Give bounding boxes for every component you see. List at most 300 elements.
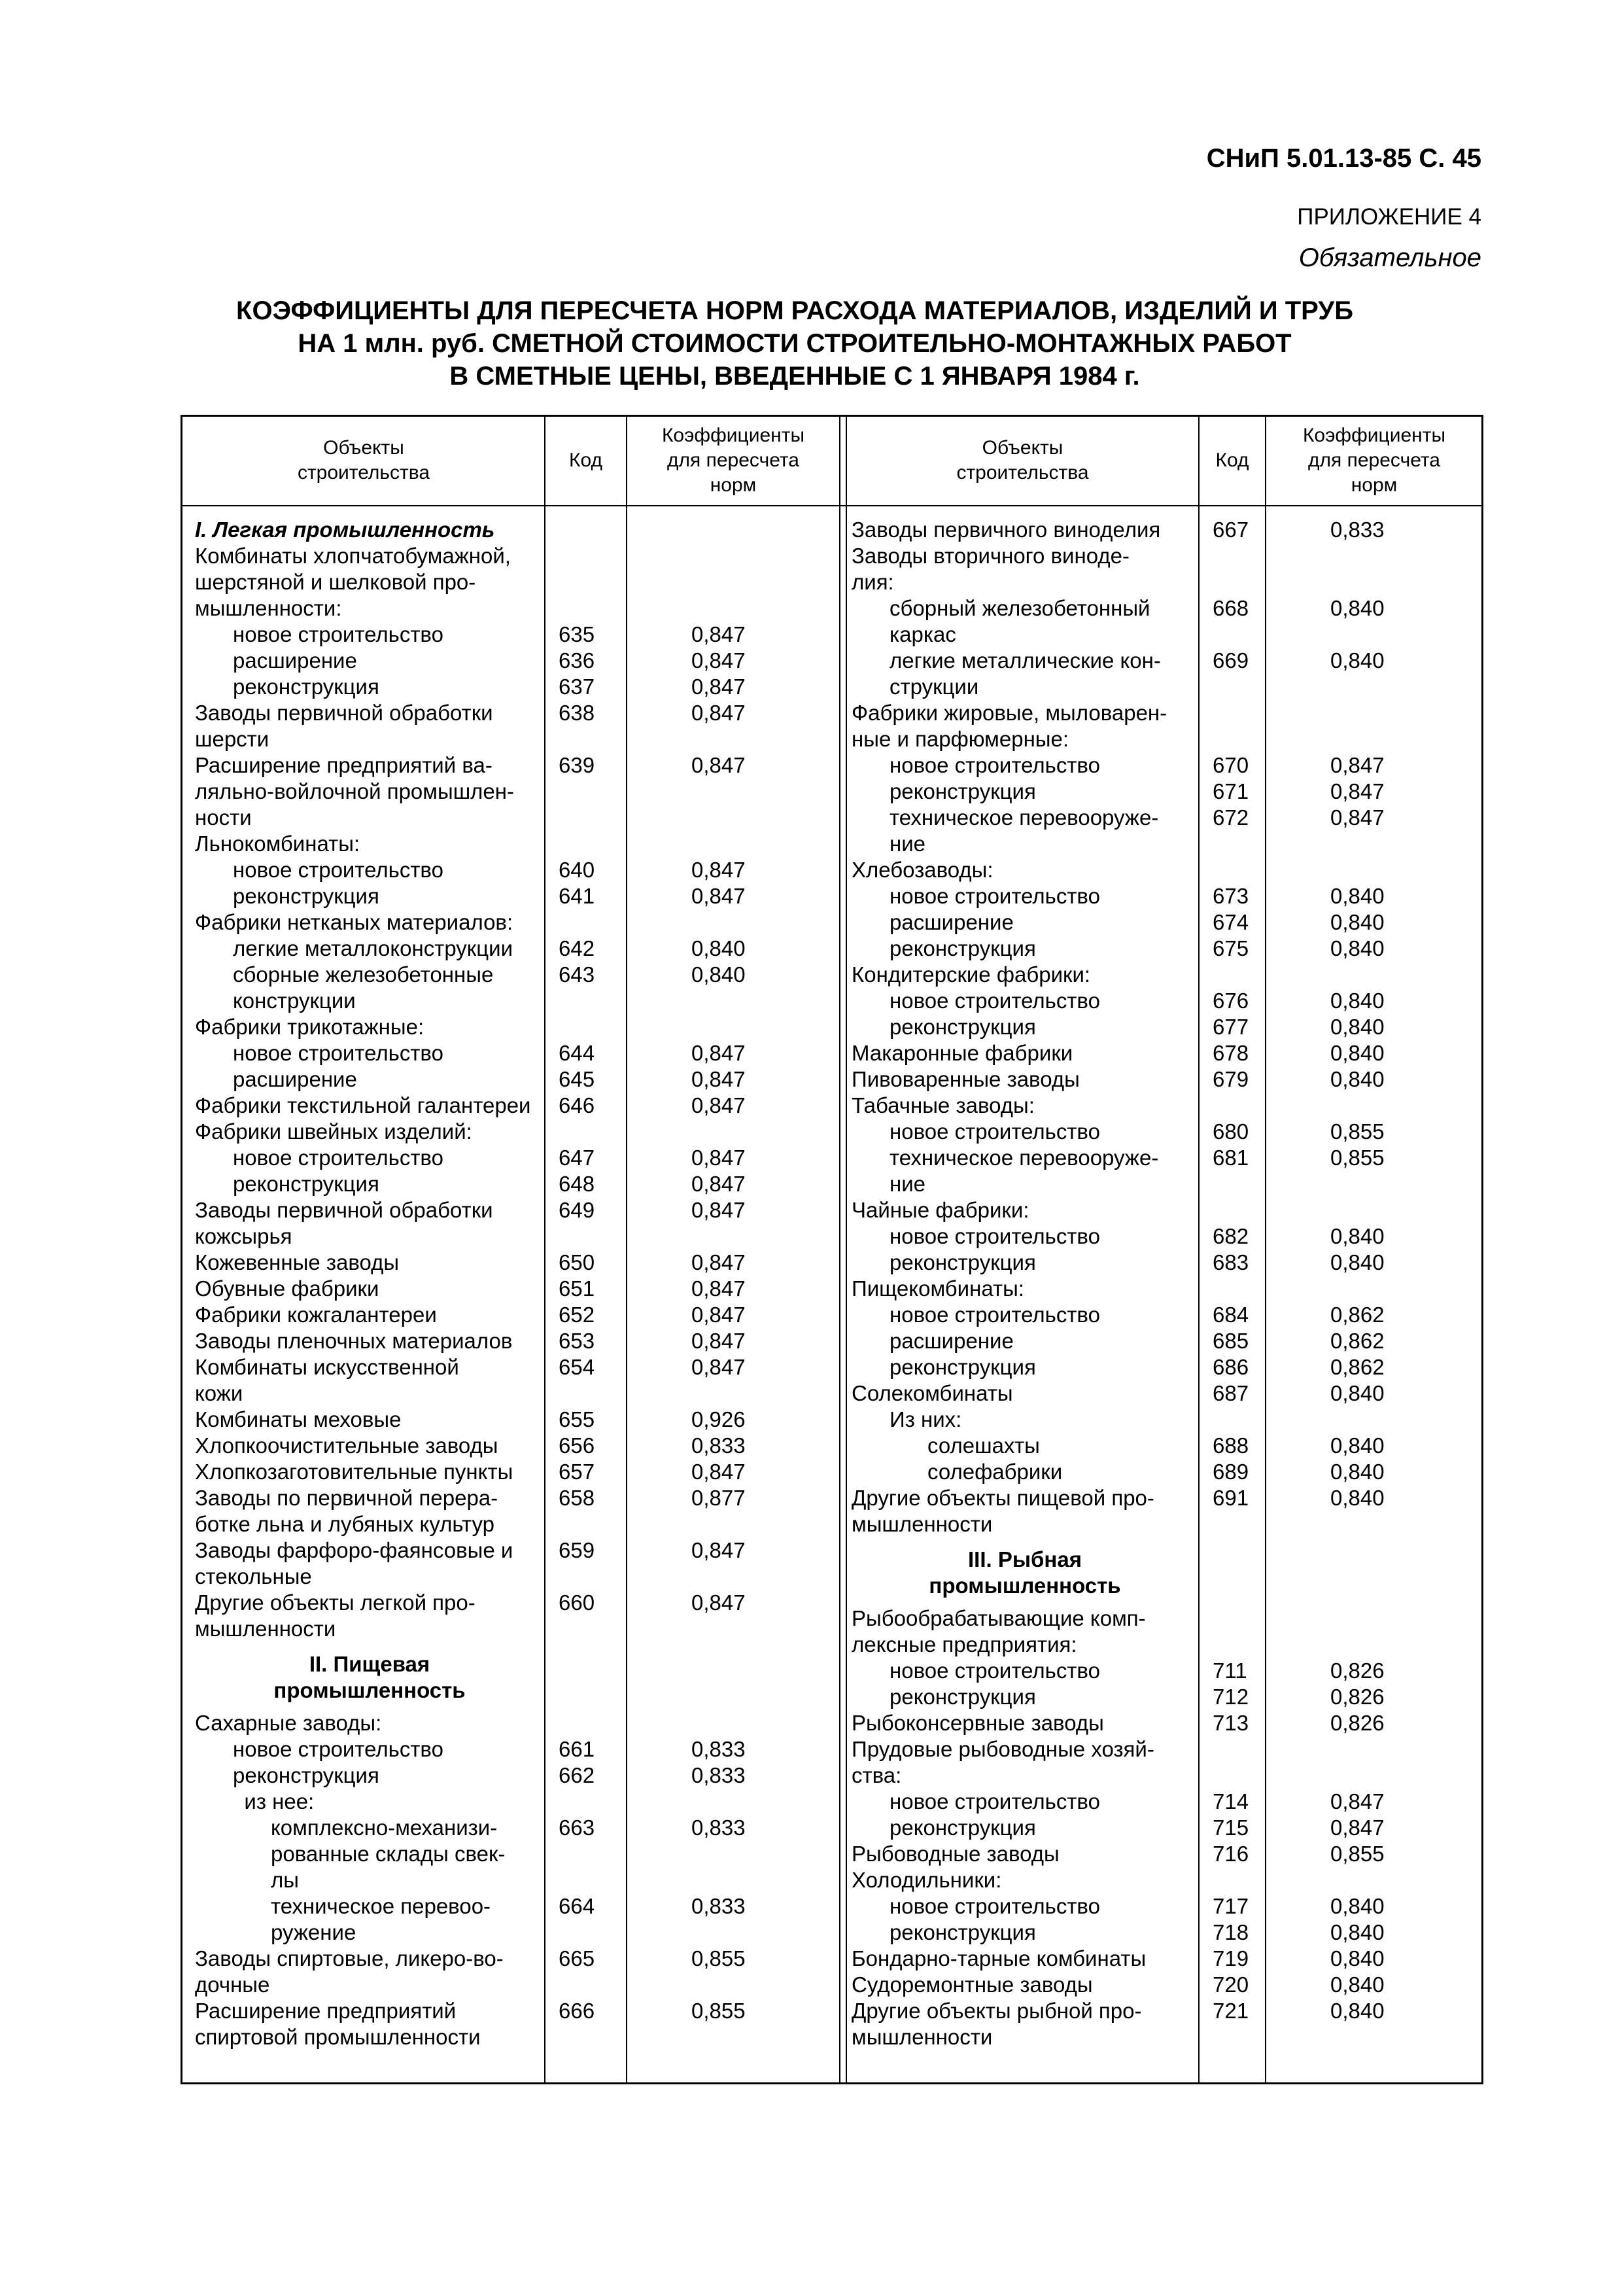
coefficient-cell: 0,840 bbox=[1330, 1433, 1385, 1458]
table-row bbox=[195, 1066, 839, 1093]
code-cell: 642 bbox=[559, 936, 595, 960]
code-cell: 666 bbox=[559, 1999, 595, 2023]
coefficient-cell: 0,847 bbox=[691, 1329, 746, 1353]
coefficient-cell bbox=[1265, 962, 1481, 988]
object-name-line: техническое перевоо- bbox=[271, 1894, 491, 1918]
object-name-line: комплексно-механизи- bbox=[271, 1815, 498, 1840]
coefficient-cell: 0,855 bbox=[1330, 1119, 1385, 1144]
code-cell: 686 bbox=[1213, 1355, 1249, 1379]
code-cell bbox=[1198, 1736, 1265, 1789]
code-cell: 647 bbox=[559, 1146, 595, 1170]
code-cell bbox=[1198, 1407, 1265, 1433]
coefficient-cell: 0,840 bbox=[1330, 1015, 1385, 1039]
object-name-line: Пивоваренные заводы bbox=[852, 1067, 1080, 1091]
table-row bbox=[852, 1250, 1481, 1276]
object-name bbox=[852, 1998, 1198, 2050]
coefficient-cell bbox=[626, 1789, 839, 1815]
object-name-line: реконструкция bbox=[890, 1355, 1036, 1379]
object-name bbox=[195, 1407, 544, 1433]
code-cell bbox=[1198, 1197, 1265, 1223]
coefficient-cell: 0,847 bbox=[1330, 753, 1385, 777]
object-name bbox=[852, 805, 1198, 857]
code-cell bbox=[1198, 1867, 1265, 1893]
table-row bbox=[195, 1537, 839, 1590]
object-name-line: Другие объекты рыбной про- bbox=[852, 1999, 1142, 2023]
object-name-line: реконструкция bbox=[890, 1920, 1036, 1944]
object-name-line: Комбинаты искусственной bbox=[195, 1355, 459, 1379]
coefficient-cell: 0,840 bbox=[1330, 1460, 1385, 1484]
object-name-line: техническое перевооруже- bbox=[890, 1146, 1159, 1170]
coefficient-cell: 0,840 bbox=[1330, 1946, 1385, 1971]
object-name-line: лия: bbox=[852, 570, 894, 594]
object-name-line: Рыбообрабатывающие комп- bbox=[852, 1606, 1146, 1630]
section-heading-row bbox=[852, 1537, 1481, 1605]
table-row bbox=[852, 1197, 1481, 1223]
object-name bbox=[852, 1276, 1198, 1302]
object-name bbox=[195, 1762, 544, 1789]
coefficient-cell: 0,847 bbox=[691, 1355, 746, 1379]
table-row bbox=[195, 543, 839, 622]
object-name-line: реконструкция bbox=[233, 1172, 379, 1196]
object-name-line: Другие объекты легкой про- bbox=[195, 1590, 475, 1615]
object-name bbox=[195, 857, 544, 883]
object-name-line: реконструкция bbox=[233, 674, 379, 699]
coefficient-cell: 0,847 bbox=[691, 1460, 746, 1484]
object-name-line: новое строительство bbox=[890, 884, 1100, 908]
code-cell bbox=[1198, 1276, 1265, 1302]
code-cell: 717 bbox=[1213, 1894, 1249, 1918]
code-cell: 713 bbox=[1213, 1711, 1249, 1735]
coefficient-cell: 0,833 bbox=[691, 1763, 746, 1787]
table-row bbox=[852, 1328, 1481, 1354]
object-name bbox=[195, 1433, 544, 1459]
code-cell: 662 bbox=[559, 1763, 595, 1787]
object-name bbox=[195, 1789, 544, 1815]
coefficient-cell: 0,847 bbox=[691, 1146, 746, 1170]
coefficient-cell: 0,847 bbox=[691, 1041, 746, 1065]
coefficient-cell bbox=[626, 1014, 839, 1040]
table-row bbox=[852, 1658, 1481, 1684]
code-cell: 661 bbox=[559, 1737, 595, 1761]
object-name-line: ства: bbox=[852, 1763, 902, 1787]
code-cell: 665 bbox=[559, 1946, 595, 1971]
coefficient-cell: 0,840 bbox=[1330, 1486, 1385, 1510]
coefficient-cell: 0,847 bbox=[1330, 805, 1385, 830]
coefficient-cell: 0,847 bbox=[691, 701, 746, 725]
coefficient-cell bbox=[1265, 1867, 1481, 1893]
code-cell: 657 bbox=[559, 1460, 595, 1484]
table-row bbox=[852, 1223, 1481, 1250]
object-name-line: ние bbox=[890, 1172, 926, 1196]
table-row bbox=[195, 1145, 839, 1171]
object-name-line: новое строительство bbox=[233, 1146, 443, 1170]
object-name-line: Заводы первичной обработки bbox=[195, 701, 493, 725]
coefficient-cell bbox=[1265, 1736, 1481, 1789]
table-row bbox=[195, 1485, 839, 1537]
code-cell: 679 bbox=[1213, 1067, 1249, 1091]
code-cell: 638 bbox=[559, 701, 595, 725]
object-name-line: расширение bbox=[233, 1067, 357, 1091]
object-name bbox=[852, 1119, 1198, 1145]
coefficient-cell bbox=[1265, 1276, 1481, 1302]
object-name-line: шерстяной и шелковой про- bbox=[195, 570, 476, 594]
code-cell bbox=[544, 1710, 626, 1736]
table-row bbox=[852, 857, 1481, 883]
object-name-line: Фабрики нетканых материалов: bbox=[195, 910, 513, 934]
object-name-line: Комбинаты меховые bbox=[195, 1407, 402, 1431]
object-name-line: II. Пищевая bbox=[309, 1652, 430, 1676]
object-name bbox=[852, 700, 1198, 752]
object-name-line: реконструкция bbox=[890, 1685, 1036, 1709]
table-row bbox=[852, 1736, 1481, 1789]
object-name-line: новое строительство bbox=[890, 989, 1100, 1013]
coefficient-cell: 0,855 bbox=[691, 1946, 746, 1971]
code-cell: 659 bbox=[559, 1538, 595, 1562]
table-row bbox=[195, 1302, 839, 1328]
object-name bbox=[852, 1433, 1198, 1459]
code-cell: 718 bbox=[1213, 1920, 1249, 1944]
code-cell: 654 bbox=[559, 1355, 595, 1379]
object-name-line: расширение bbox=[890, 1329, 1014, 1353]
table-row bbox=[195, 1459, 839, 1485]
coefficient-cell bbox=[626, 1119, 839, 1145]
code-cell: 671 bbox=[1213, 779, 1249, 803]
object-name bbox=[852, 752, 1198, 779]
code-cell: 683 bbox=[1213, 1250, 1249, 1274]
object-name bbox=[195, 831, 544, 857]
column-divider bbox=[846, 415, 847, 2084]
object-name-line: новое строительство bbox=[890, 753, 1100, 777]
object-name bbox=[852, 648, 1198, 700]
object-name bbox=[852, 988, 1198, 1014]
table-row bbox=[195, 1407, 839, 1433]
object-name-line: Расширение предприятий bbox=[195, 1999, 457, 2023]
object-name bbox=[852, 1145, 1198, 1197]
code-cell: 677 bbox=[1213, 1015, 1249, 1039]
object-name-line: Прудовые рыбоводные хозяй- bbox=[852, 1737, 1154, 1761]
table-row bbox=[852, 1119, 1481, 1145]
table-row bbox=[195, 883, 839, 909]
table-row bbox=[852, 1946, 1481, 1972]
object-name bbox=[852, 1354, 1198, 1380]
table-row bbox=[852, 1040, 1481, 1066]
object-name bbox=[195, 648, 544, 674]
table-row bbox=[195, 1998, 839, 2050]
table-row bbox=[195, 1328, 839, 1354]
coefficient-cell: 0,840 bbox=[1330, 648, 1385, 673]
code-cell: 670 bbox=[1213, 753, 1249, 777]
coefficient-cell: 0,847 bbox=[691, 1093, 746, 1117]
object-name-line: дочные bbox=[195, 1972, 270, 1997]
coefficient-cell: 0,840 bbox=[1330, 989, 1385, 1013]
coefficient-cell bbox=[1265, 1605, 1481, 1658]
object-name bbox=[195, 543, 544, 622]
object-name-line: Рыбоконсервные заводы bbox=[852, 1711, 1104, 1735]
object-name bbox=[852, 1972, 1198, 1998]
code-cell: 641 bbox=[559, 884, 595, 908]
table-row bbox=[852, 700, 1481, 752]
table-row bbox=[852, 1093, 1481, 1119]
title-line-2: НА 1 млн. руб. СМЕТНОЙ СТОИМОСТИ СТРОИТЕЛЬНО-МОНТАЖНЫХ РАБОТ bbox=[298, 329, 1292, 358]
object-name-line: промышленность bbox=[929, 1573, 1121, 1598]
object-name-line: новое строительство bbox=[890, 1224, 1100, 1248]
column-header-coef: Коэффициенты для пересчета норм bbox=[661, 425, 805, 496]
code-cell: 636 bbox=[559, 648, 595, 673]
object-name-line: ботке льна и лубяных культур bbox=[195, 1512, 494, 1536]
coefficient-cell: 0,847 bbox=[691, 1538, 746, 1562]
coefficient-cell: 0,833 bbox=[691, 1894, 746, 1918]
object-name bbox=[852, 1380, 1198, 1407]
coefficient-cell: 0,840 bbox=[1330, 1224, 1385, 1248]
code-cell: 650 bbox=[559, 1250, 595, 1274]
code-cell: 715 bbox=[1213, 1815, 1249, 1840]
object-name-line: ляльно-войлочной промышлен- bbox=[195, 779, 514, 803]
object-name bbox=[195, 700, 544, 752]
code-cell: 644 bbox=[559, 1041, 595, 1065]
object-name-line: Из них: bbox=[890, 1407, 962, 1431]
object-name bbox=[195, 752, 544, 831]
appendix-label: ПРИЛОЖЕНИЕ 4 bbox=[1297, 204, 1481, 230]
coefficient-cell: 0,840 bbox=[1330, 936, 1385, 960]
coefficient-cell bbox=[626, 831, 839, 857]
object-name-line: Заводы первичной обработки bbox=[195, 1198, 493, 1222]
table-row bbox=[195, 1433, 839, 1459]
object-name bbox=[852, 1197, 1198, 1223]
table-row bbox=[852, 1276, 1481, 1302]
table-row bbox=[195, 752, 839, 831]
code-cell: 635 bbox=[559, 622, 595, 646]
object-name bbox=[195, 1485, 544, 1537]
object-name-line: реконструкция bbox=[890, 936, 1036, 960]
table-row bbox=[195, 1893, 839, 1946]
table-row bbox=[852, 962, 1481, 988]
object-name bbox=[852, 1066, 1198, 1093]
object-name bbox=[852, 1867, 1198, 1893]
code-cell: 675 bbox=[1213, 936, 1249, 960]
code-cell: 658 bbox=[559, 1486, 595, 1510]
coefficient-cell: 0,840 bbox=[1330, 1999, 1385, 2023]
code-cell: 684 bbox=[1213, 1303, 1249, 1327]
table-row bbox=[852, 1407, 1481, 1433]
object-name-line: лексные предприятия: bbox=[852, 1632, 1077, 1656]
coefficient-cell: 0,877 bbox=[691, 1486, 746, 1510]
object-name-line: Пищекомбинаты: bbox=[852, 1276, 1024, 1301]
column-header-coef: Коэффициенты для пересчета норм bbox=[1302, 425, 1446, 496]
object-name bbox=[852, 1407, 1198, 1433]
table-row bbox=[195, 1119, 839, 1145]
object-name-line: Комбинаты хлопчатобумажной, bbox=[195, 544, 511, 568]
object-name-line: Судоремонтные заводы bbox=[852, 1972, 1093, 1997]
code-cell bbox=[544, 1014, 626, 1040]
object-name bbox=[852, 1789, 1198, 1815]
coefficient-cell: 0,840 bbox=[1330, 1041, 1385, 1065]
table-row bbox=[852, 1893, 1481, 1919]
object-name-line: Льнокомбинаты: bbox=[195, 832, 360, 856]
object-name bbox=[195, 1119, 544, 1145]
object-name-line: Хлопкозаготовительные пункты bbox=[195, 1460, 513, 1484]
coefficient-cell: 0,847 bbox=[691, 753, 746, 777]
code-cell: 689 bbox=[1213, 1460, 1249, 1484]
coefficient-cell: 0,840 bbox=[1330, 1972, 1385, 1997]
code-cell bbox=[544, 517, 626, 543]
code-cell: 682 bbox=[1213, 1224, 1249, 1248]
table-row bbox=[195, 1736, 839, 1762]
code-cell bbox=[544, 1789, 626, 1815]
table-row bbox=[195, 1789, 839, 1815]
section-heading-row bbox=[195, 517, 839, 543]
coefficient-cell: 0,840 bbox=[691, 936, 746, 960]
title-line-3: В СМЕТНЫЕ ЦЕНЫ, ВВЕДЕННЫЕ С 1 ЯНВАРЯ 1984 г. bbox=[449, 362, 1140, 391]
object-name bbox=[195, 1354, 544, 1407]
table-row bbox=[852, 1684, 1481, 1710]
table-row bbox=[852, 1972, 1481, 1998]
code-cell: 688 bbox=[1213, 1433, 1249, 1458]
object-name-line: Чайные фабрики: bbox=[852, 1198, 1029, 1222]
code-cell: 660 bbox=[559, 1590, 595, 1615]
table-row bbox=[852, 805, 1481, 857]
coefficient-cell: 0,840 bbox=[1330, 1920, 1385, 1944]
table-row bbox=[195, 1946, 839, 1998]
object-name-line: сборные железобетонные bbox=[233, 962, 494, 987]
object-name bbox=[195, 1736, 544, 1762]
object-name bbox=[852, 883, 1198, 909]
object-name-line: новое строительство bbox=[233, 622, 443, 646]
object-name-line: Обувные фабрики bbox=[195, 1276, 379, 1301]
code-cell: 711 bbox=[1213, 1658, 1247, 1683]
coefficient-cell: 0,847 bbox=[1330, 779, 1385, 803]
table-row bbox=[852, 1919, 1481, 1946]
object-name bbox=[195, 517, 544, 543]
object-name-line: новое строительство bbox=[890, 1894, 1100, 1918]
object-name bbox=[195, 909, 544, 936]
coefficient-cell: 0,833 bbox=[691, 1737, 746, 1761]
object-name bbox=[852, 543, 1198, 595]
code-cell bbox=[1198, 857, 1265, 883]
code-cell: 673 bbox=[1213, 884, 1249, 908]
code-cell: 721 bbox=[1213, 1999, 1249, 2023]
coefficient-cell: 0,847 bbox=[691, 622, 746, 646]
object-name-line: кожи bbox=[195, 1381, 243, 1405]
table-row bbox=[195, 909, 839, 936]
table-row bbox=[195, 1276, 839, 1302]
coefficient-cell: 0,847 bbox=[691, 1590, 746, 1615]
object-name bbox=[195, 1328, 544, 1354]
code-cell: 645 bbox=[559, 1067, 595, 1091]
coefficient-cell: 0,847 bbox=[691, 674, 746, 699]
coefficient-cell bbox=[1265, 1093, 1481, 1119]
coefficient-cell: 0,862 bbox=[1330, 1329, 1385, 1353]
coefficient-cell bbox=[626, 1710, 839, 1736]
object-name bbox=[852, 1014, 1198, 1040]
table-row bbox=[852, 1014, 1481, 1040]
object-name-line: новое строительство bbox=[233, 1041, 443, 1065]
column-header-code: Код bbox=[568, 449, 602, 471]
table-row bbox=[852, 1815, 1481, 1841]
coefficient-cell: 0,847 bbox=[691, 1303, 746, 1327]
object-name-line: Табачные заводы: bbox=[852, 1093, 1035, 1117]
object-name bbox=[195, 1040, 544, 1066]
table-row bbox=[852, 1302, 1481, 1328]
coefficient-cell bbox=[626, 1642, 839, 1710]
coefficient-cell: 0,833 bbox=[691, 1815, 746, 1840]
object-name-line: Солекомбинаты bbox=[852, 1381, 1013, 1405]
table-row bbox=[852, 1433, 1481, 1459]
object-name-line: солешахты bbox=[927, 1433, 1040, 1458]
code-cell bbox=[1198, 1093, 1265, 1119]
object-name-line: III. Рыбная bbox=[968, 1547, 1082, 1571]
table-row bbox=[852, 1485, 1481, 1537]
table-row bbox=[195, 1590, 839, 1642]
code-cell: 668 bbox=[1213, 596, 1249, 620]
table-row bbox=[195, 1014, 839, 1040]
object-name-line: Фабрики текстильной галантереи bbox=[195, 1093, 531, 1117]
table-row bbox=[852, 1867, 1481, 1893]
table-row bbox=[195, 622, 839, 648]
table-row bbox=[852, 752, 1481, 779]
object-name-line: легкие металлические кон- bbox=[890, 648, 1161, 673]
object-name-line: Заводы вторичного виноде- bbox=[852, 544, 1130, 568]
coefficient-cell: 0,926 bbox=[691, 1407, 746, 1431]
table-row bbox=[852, 543, 1481, 595]
table-row bbox=[852, 883, 1481, 909]
coefficient-cell: 0,847 bbox=[691, 1172, 746, 1196]
code-cell: 685 bbox=[1213, 1329, 1249, 1353]
code-cell bbox=[1198, 543, 1265, 595]
code-cell bbox=[544, 1642, 626, 1710]
mandatory-label: Обязательное bbox=[1298, 243, 1481, 272]
coefficient-cell: 0,847 bbox=[691, 884, 746, 908]
object-name-line: Бондарно-тарные комбинаты bbox=[852, 1946, 1147, 1971]
object-name-line: сборный железобетонный bbox=[890, 596, 1150, 620]
table-row bbox=[852, 1145, 1481, 1197]
coefficient-cell bbox=[1265, 1197, 1481, 1223]
code-cell bbox=[1198, 700, 1265, 752]
column-divider bbox=[839, 415, 840, 2084]
column-header-objects: Объекты строительства bbox=[956, 437, 1089, 483]
object-name-line: Фабрики жировые, мыловарен- bbox=[852, 701, 1167, 725]
object-name-line: ние bbox=[890, 832, 926, 856]
object-name bbox=[852, 1093, 1198, 1119]
object-name bbox=[852, 936, 1198, 962]
header-divider bbox=[181, 505, 1483, 506]
table-row bbox=[852, 517, 1481, 543]
coefficient-cell: 0,847 bbox=[1330, 1815, 1385, 1840]
table-row bbox=[852, 936, 1481, 962]
coefficient-cell: 0,840 bbox=[691, 962, 746, 987]
coefficient-cell: 0,826 bbox=[1330, 1685, 1385, 1709]
coefficient-cell bbox=[1265, 857, 1481, 883]
table-row bbox=[195, 1250, 839, 1276]
object-name-line: I. Легкая промышленность bbox=[195, 517, 495, 542]
code-cell: 667 bbox=[1213, 517, 1249, 542]
object-name bbox=[195, 1537, 544, 1590]
table-row bbox=[195, 1762, 839, 1789]
object-name-line: новое строительство bbox=[233, 858, 443, 882]
object-name-line: ные и парфюмерные: bbox=[852, 727, 1069, 751]
object-name bbox=[852, 909, 1198, 936]
object-name bbox=[852, 1841, 1198, 1867]
object-name-line: из нее: bbox=[244, 1789, 315, 1813]
object-name-line: реконструкция bbox=[890, 1250, 1036, 1274]
table-row bbox=[195, 1815, 839, 1893]
code-cell bbox=[1198, 1537, 1265, 1605]
code-cell: 640 bbox=[559, 858, 595, 882]
table-row bbox=[852, 1380, 1481, 1407]
object-name bbox=[195, 1250, 544, 1276]
title-line-1: КОЭФФИЦИЕНТЫ ДЛЯ ПЕРЕСЧЕТА НОРМ РАСХОДА МАТЕРИАЛОВ, ИЗДЕЛИЙ И ТРУБ bbox=[236, 296, 1353, 325]
coefficient-cell: 0,840 bbox=[1330, 1067, 1385, 1091]
object-name bbox=[852, 1658, 1198, 1684]
